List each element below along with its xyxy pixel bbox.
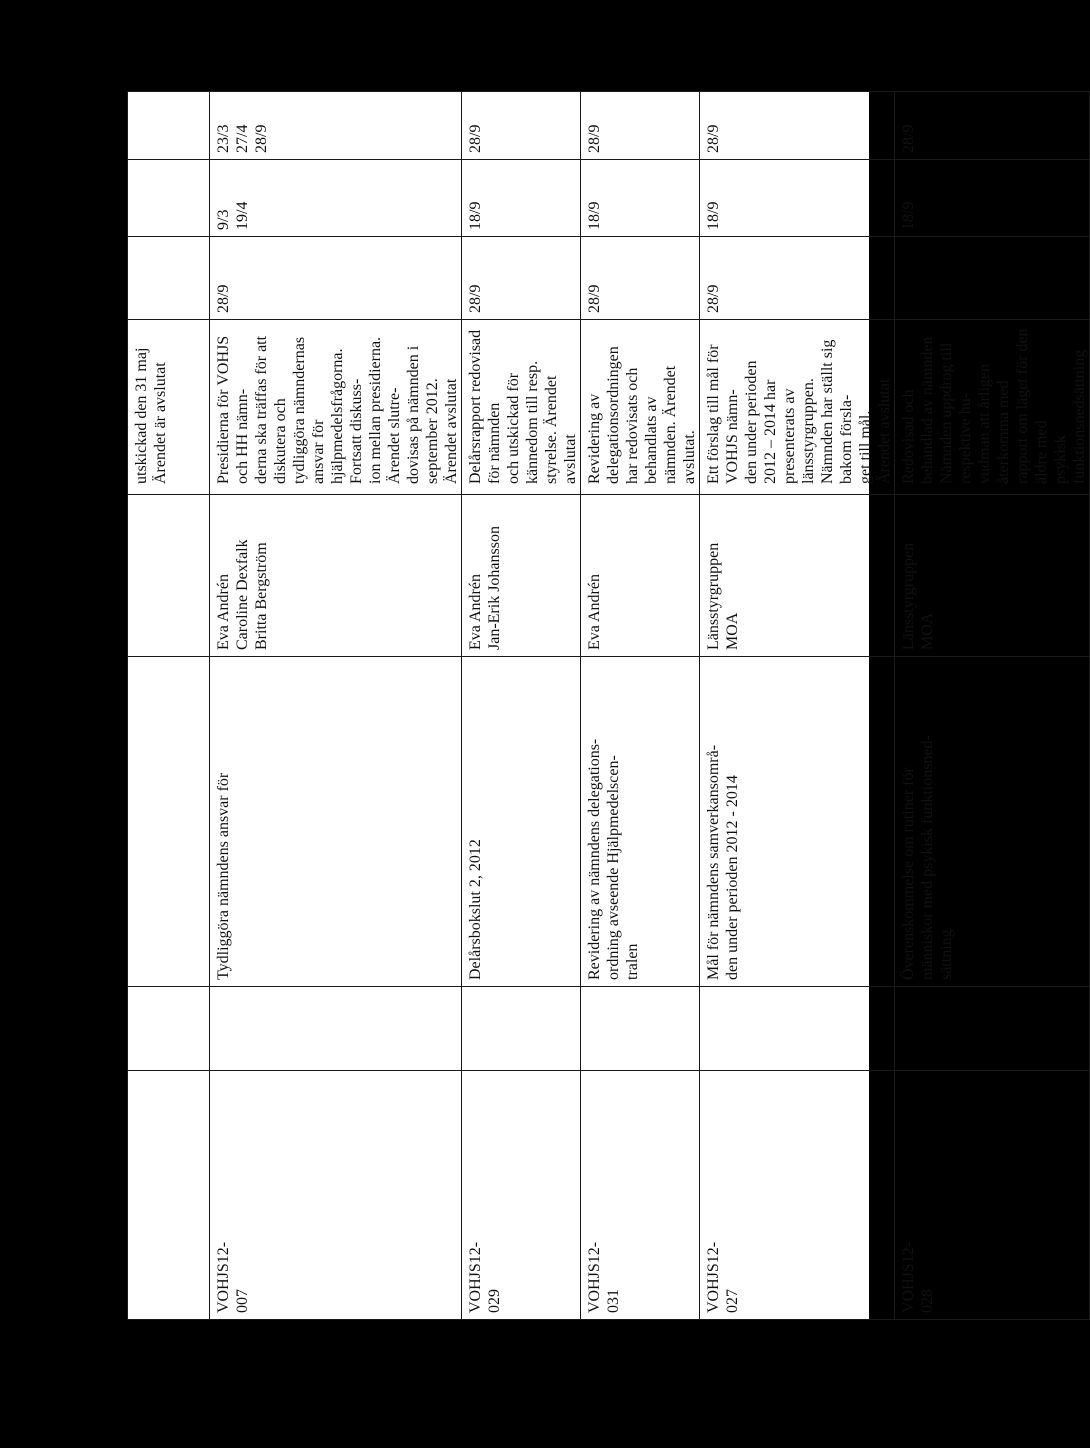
case-id-cell: VOHJS12- 029 <box>462 1071 581 1320</box>
case-id-cell: VOHJS12- 031 <box>581 1071 700 1320</box>
case-id-cell: VOHJS12- 028 <box>895 1071 1090 1320</box>
date3-cell <box>128 92 210 160</box>
date1-cell <box>128 237 210 320</box>
date2-cell: 18/9 <box>895 160 1090 237</box>
date3-cell: 23/3 27/4 28/9 <box>210 92 462 160</box>
subject-cell <box>128 657 210 987</box>
responsible-cell <box>128 495 210 657</box>
subject-cell: Revidering av nämndens delegations- ordning avseende Hjälpmedelscen- tralen <box>581 657 700 987</box>
responsible-cell: Länsstyrgruppen MOA <box>895 495 1090 657</box>
responsible-cell: Eva Andrén <box>581 495 700 657</box>
date1-cell <box>895 237 1090 320</box>
status-cell: Delårsrapport redovisad för nämnden och utskickad för kännedom till resp. styrelse. Ärendet avslutat <box>462 320 581 495</box>
table-row <box>895 92 1090 1320</box>
table-row <box>581 92 700 1320</box>
date2-cell: 9/3 19/4 <box>210 160 462 237</box>
date2-cell: 18/9 <box>581 160 700 237</box>
table-row <box>128 92 210 1320</box>
empty-cell <box>895 987 1090 1071</box>
table-row <box>210 92 462 1320</box>
date1-cell: 28/9 <box>210 237 462 320</box>
table-row <box>700 92 895 1320</box>
case-id-cell: VOHJS12- 007 <box>210 1071 462 1320</box>
status-cell: Ett förslag till mål för VOHJS nämn- den under perioden 2012 – 2014 har presenterats av länsstyrgruppen. Nämnden har ställt sig bakom försla- get till mål. Ärendet avslutat <box>700 320 895 495</box>
empty-cell <box>128 987 210 1071</box>
date1-cell: 28/9 <box>700 237 895 320</box>
empty-cell <box>700 987 895 1071</box>
empty-cell <box>210 987 462 1071</box>
date3-cell: 28/9 <box>462 92 581 160</box>
date3-cell: 28/9 <box>581 92 700 160</box>
subject-cell: Överenskommelse om rutiner för människor med psykisk funktionsned- sättning <box>895 657 1090 987</box>
subject-cell: Delårsbokslut 2, 2012 <box>462 657 581 987</box>
date2-cell: 18/9 <box>700 160 895 237</box>
date3-cell: 28/9 <box>895 92 1090 160</box>
rotated-table-container <box>127 92 1088 1320</box>
date1-cell: 28/9 <box>462 237 581 320</box>
status-cell: Revidering av delegationsordningen har redovisats och behandlats av nämnden. Ärendet avslutat. <box>581 320 700 495</box>
subject-cell: Tydliggöra nämndens ansvar för <box>210 657 462 987</box>
empty-cell <box>462 987 581 1071</box>
subject-cell: Mål för nämndens samverkansområ- den under perioden 2012 - 2014 <box>700 657 895 987</box>
date2-cell: 18/9 <box>462 160 581 237</box>
protocol-table <box>127 91 1090 1320</box>
date3-cell: 28/9 <box>700 92 895 160</box>
date2-cell <box>128 160 210 237</box>
responsible-cell: Eva Andrén Jan-Erik Johansson <box>462 495 581 657</box>
table-row <box>462 92 581 1320</box>
status-cell: utskickad den 31 maj Ärendet är avslutat <box>128 320 210 495</box>
empty-cell <box>581 987 700 1071</box>
status-cell: Redovisad och behandlad av nämnden Nämnden uppdrog till respektive hu- vudman att årligen återkomma med rapport om läget för den äldre med psykisk funktionsnedsättning <box>895 320 1090 495</box>
status-cell: Presidierna för VOHJS och HH nämn- derna ska träffas för att diskutera och tydliggöra nämndernas ansvar för hjälpmedelsfrågorna. Fortsatt diskuss- ion mellan presidierna. Ärendet slutre- dovisas på nämnden i september 2012. Ärendet avslutat <box>210 320 462 495</box>
case-id-cell <box>128 1071 210 1320</box>
responsible-cell: Länsstyrgruppen MOA <box>700 495 895 657</box>
date1-cell: 28/9 <box>581 237 700 320</box>
responsible-cell: Eva Andrén Caroline Dexfalk Britta Bergström <box>210 495 462 657</box>
case-id-cell: VOHJS12- 027 <box>700 1071 895 1320</box>
